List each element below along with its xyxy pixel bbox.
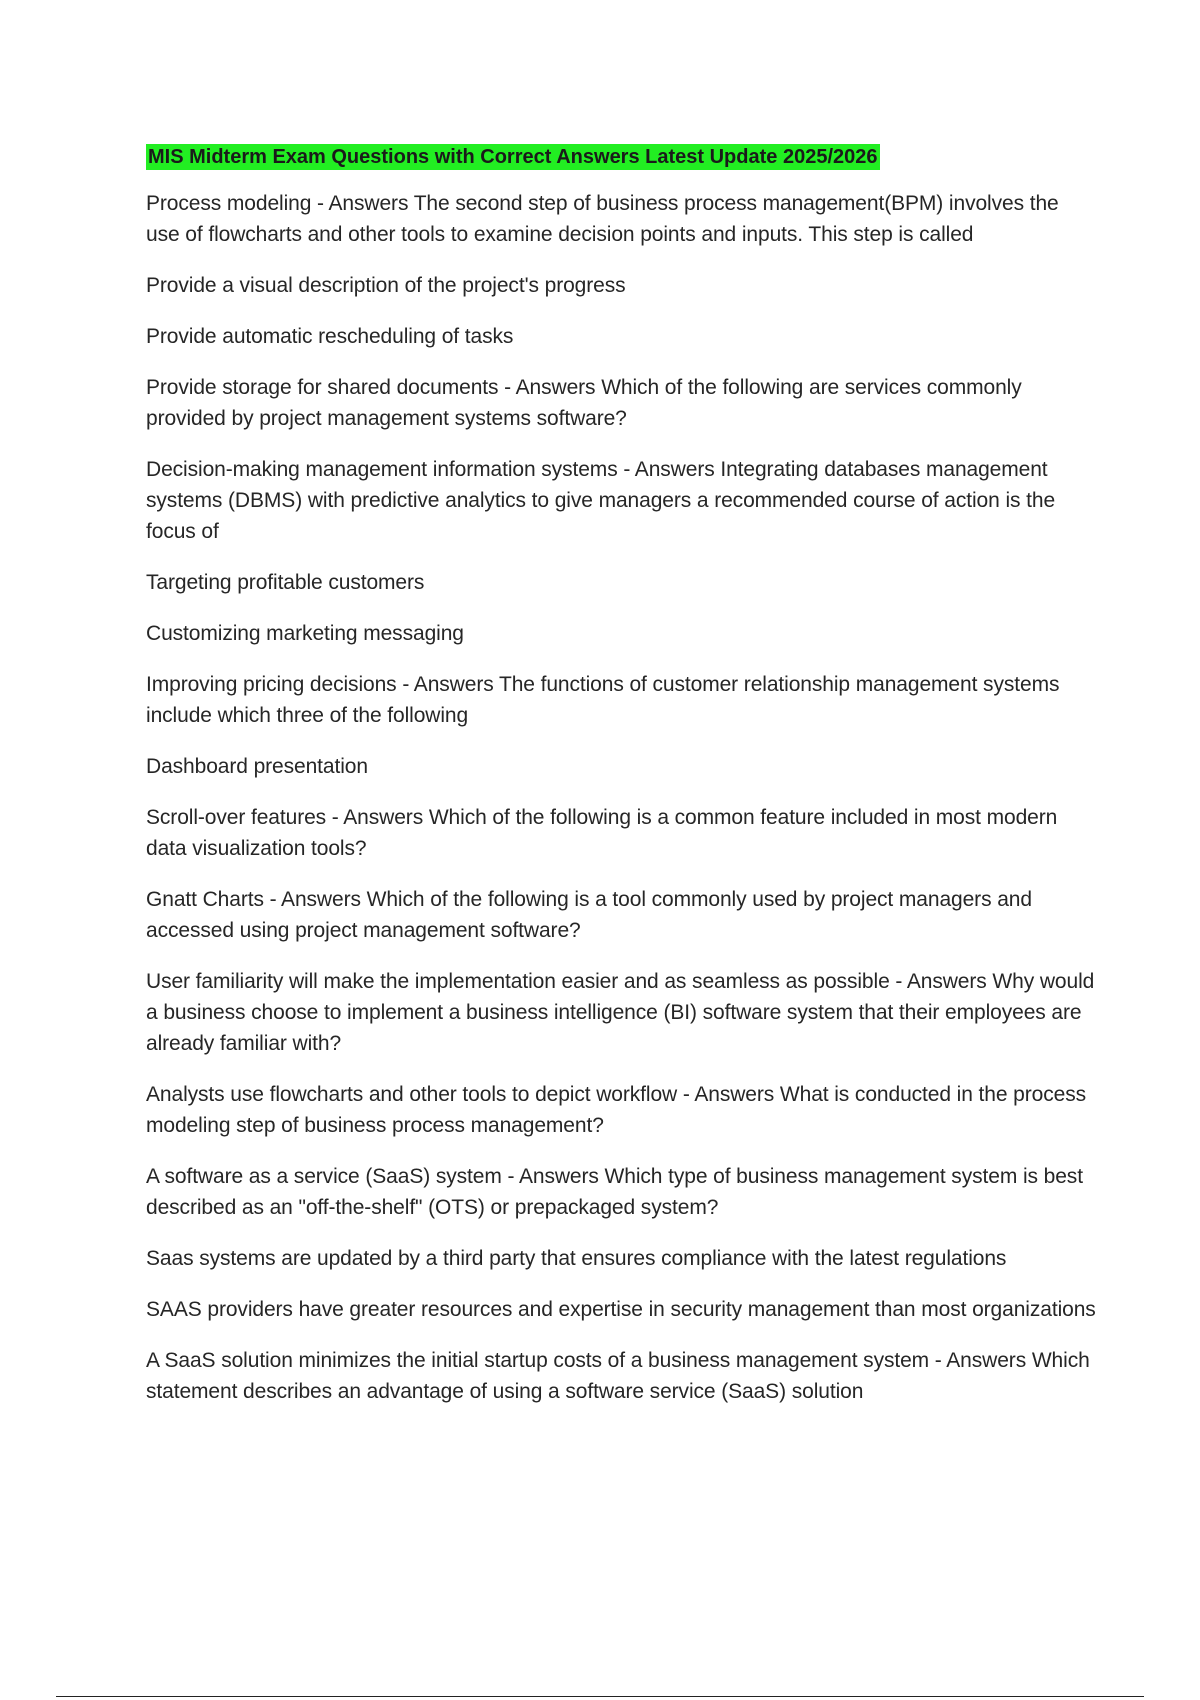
paragraph-13: Analysts use flowcharts and other tools to depict workflow - Answers What is conducted in the process modeling step of business process management? xyxy=(146,1083,1087,1137)
paragraph-2: Provide a visual description of the project's progress xyxy=(146,274,626,297)
paragraph-5: Decision-making management information systems - Answers Integrating databases management systems (DBMS) with predictive analytics to give managers a recommended course of action is the focus of xyxy=(146,458,1056,543)
paragraph-3: Provide automatic rescheduling of tasks xyxy=(146,325,514,348)
paragraph-4: Provide storage for shared documents - Answers Which of the following are services commonly provided by project management systems software? xyxy=(146,376,1022,430)
paragraph-11: Gnatt Charts - Answers Which of the following is a tool commonly used by project managers and accessed using project management software? xyxy=(146,888,1032,942)
paragraph-1: Process modeling - Answers The second step of business process management(BPM) involves the use of flowcharts and other tools to examine decision points and inputs. This step is called xyxy=(146,192,1059,246)
paragraph-15: Saas systems are updated by a third party that ensures compliance with the latest regulations xyxy=(146,1247,1007,1270)
paragraph-10: Scroll-over features - Answers Which of the following is a common feature included in most modern data visualization tools? xyxy=(146,806,1058,860)
paragraph-17: A SaaS solution minimizes the initial startup costs of a business management system - Answers Which statement describes an advantage of using a software service (SaaS) solution xyxy=(146,1349,1090,1403)
document-content xyxy=(146,142,1096,1427)
paragraph-12: User familiarity will make the implementation easier and as seamless as possible - Answers Why would a business choose to implement a business intelligence (BI) software system that their employees are already familiar with? xyxy=(146,970,1095,1055)
paragraph-9: Dashboard presentation xyxy=(146,755,368,778)
paragraph-7: Customizing marketing messaging xyxy=(146,622,464,645)
paragraph-8: Improving pricing decisions - Answers The functions of customer relationship management systems include which three of the following xyxy=(146,673,1060,727)
paragraph-6: Targeting profitable customers xyxy=(146,571,425,594)
title-wrapper xyxy=(146,142,1096,170)
paragraph-16: SAAS providers have greater resources and expertise in security management than most organizations xyxy=(146,1298,1096,1321)
document-title: MIS Midterm Exam Questions with Correct Answers Latest Update 2025/2026 xyxy=(148,146,878,168)
footer-divider xyxy=(56,1696,1144,1697)
paragraph-14: A software as a service (SaaS) system - Answers Which type of business management system is best described as an "off-the-shelf" (OTS) or prepackaged system? xyxy=(146,1165,1083,1219)
